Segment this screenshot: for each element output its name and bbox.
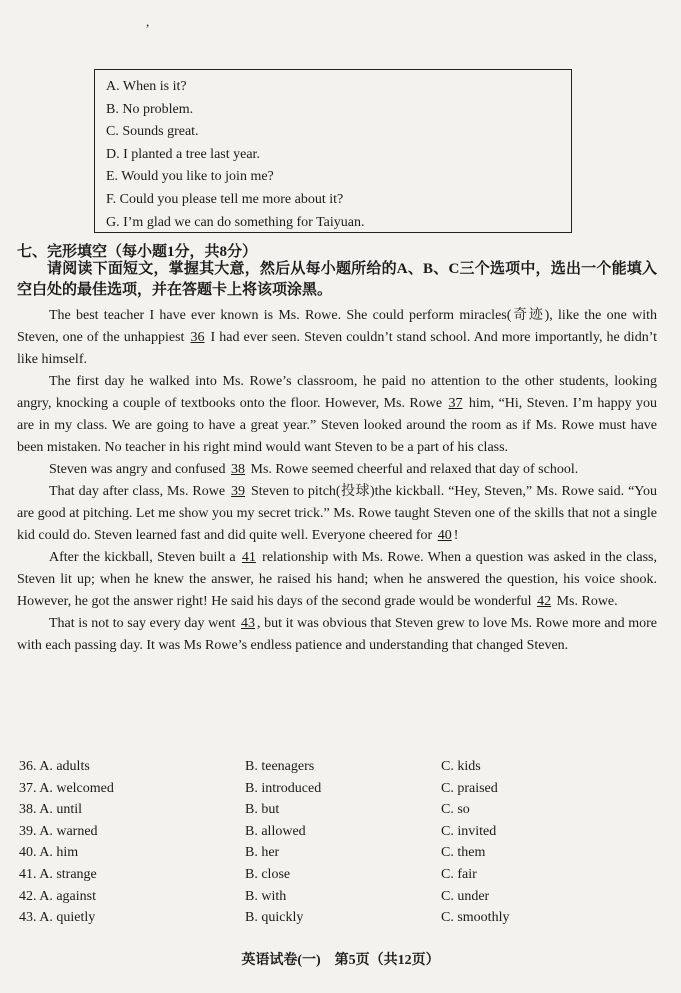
text: The best teacher I have ever known is Ms. Rowe. She could perform miracles(奇迹), like the one with Steven, one of the unhappiest [17,308,657,345]
text: That day after class, Ms. Rowe [49,484,230,499]
section-title: 七、完形填空（每小题1分，共8分） [17,244,258,260]
choice-b: B. her [245,845,280,861]
text: Steven to pitch(投球)the kickball. “Hey, Steven,” Ms. Rowe said. “You are good at pitching. Let me show you my secret trick.” Ms. Rowe taught Steven one of the skills that not a single kid could do. Steven learned fast and did quite well. Everyone cheered for [17,484,657,543]
choice-row-41 [19,864,639,886]
choice-row-39 [19,821,639,843]
choice-c: C. them [441,845,486,861]
choice-row-36 [19,756,639,778]
text: Steven was angry and confused [49,462,230,477]
choice-row-37 [19,778,639,800]
choice-b: B. with [245,888,287,904]
text: ! [453,528,459,543]
option-a: A. When is it? [106,79,187,94]
text: him, “Hi, Steven. I’m happy you are in my class. We are going to have a great year.” Steven looked around the room as if Ms. Rowe must have been mistaken. No teacher in his right mind would want Steven to be a part of his class. [17,396,657,455]
choice-b: B. but [245,802,280,818]
section-instructions: 请阅读下面短文，掌握其大意，然后从每小题所给的A、B、C三个选项中，选出一个能填入空白处的最佳选项，并在答题卡上将该项涂黑。 [17,261,657,298]
options-box [94,69,572,233]
paragraph-4 [17,481,657,547]
choice-c: C. fair [441,866,477,882]
choice-a: 42. A. against [19,888,96,904]
text: That is not to say every day went [49,616,239,631]
choice-row-42 [19,886,639,908]
blank-36: 36 [190,330,205,345]
paragraph-5 [17,547,657,613]
choice-b: B. close [245,866,291,882]
option-e: E. Would you like to join me? [106,169,274,185]
paragraph-3 [17,459,657,481]
stray-mark: , [146,14,150,29]
blank-43: 43 [241,616,255,631]
text: Ms. Rowe. [553,594,618,609]
option-d: D. I planted a tree last year. [106,146,260,162]
paragraph-6 [17,613,657,657]
choice-b: B. allowed [245,823,306,839]
option-b: B. No problem. [106,101,194,117]
choice-row-43 [19,907,639,929]
blank-37: 37 [448,396,463,411]
choice-c: C. invited [441,823,497,839]
text: relationship with Ms. Rowe. When a question was asked in the class, Steven lit up; when he knew the answer, he raised his hand; when he answered the question, his voice shook. However, he got the answer right! He said his days of the second grade would be wonderful [17,550,657,609]
choice-row-40 [19,842,639,864]
choice-c: C. smoothly [441,910,510,926]
choice-a: 40. A. him [19,845,79,861]
text: Ms. Rowe seemed cheerful and relaxed that day of school. [247,462,579,477]
page-footer: 英语试卷(一) 第5页（共12页） [241,953,440,968]
paragraph-1 [17,305,657,371]
choice-a: 39. A. warned [19,823,98,839]
answer-choices [19,756,639,929]
blank-42: 42 [537,594,552,609]
choice-a: 38. A. until [19,802,83,818]
blank-39: 39 [231,484,246,499]
text: , but it was obvious that Steven grew to love Ms. Rowe more and more with each passing day. It was Ms Rowe’s endless patience and understanding that changed Steven. [17,616,657,653]
choice-c: C. under [441,888,490,904]
blank-38: 38 [231,462,246,477]
choice-c: C. praised [441,780,498,796]
cloze-passage [17,305,657,657]
choice-c: C. kids [441,759,481,774]
text: After the kickball, Steven built a [49,550,240,565]
text: The first day he walked into Ms. Rowe’s classroom, he paid no attention to the other students, looking angry, knocking a couple of textbooks onto the floor. However, Ms. Rowe [17,374,657,411]
blank-40: 40 [437,528,452,543]
option-f: F. Could you please tell me more about it? [106,191,344,207]
choice-a: 36. A. adults [19,759,90,774]
text: I had ever seen. Steven couldn’t stand school. And more importantly, he didn’t like himself. [17,330,657,367]
option-c: C. Sounds great. [106,124,199,140]
blank-41: 41 [241,550,256,565]
choice-c: C. so [441,802,470,818]
choice-a: 43. A. quietly [19,910,96,926]
choice-b: B. introduced [245,780,322,796]
choice-a: 41. A. strange [19,866,97,882]
choice-b: B. quickly [245,910,304,926]
option-g: G. I’m glad we can do something for Taiyuan. [106,214,365,230]
choice-a: 37. A. welcomed [19,780,114,796]
paragraph-2 [17,371,657,459]
choice-b: B. teenagers [245,759,315,774]
choice-row-38 [19,799,639,821]
